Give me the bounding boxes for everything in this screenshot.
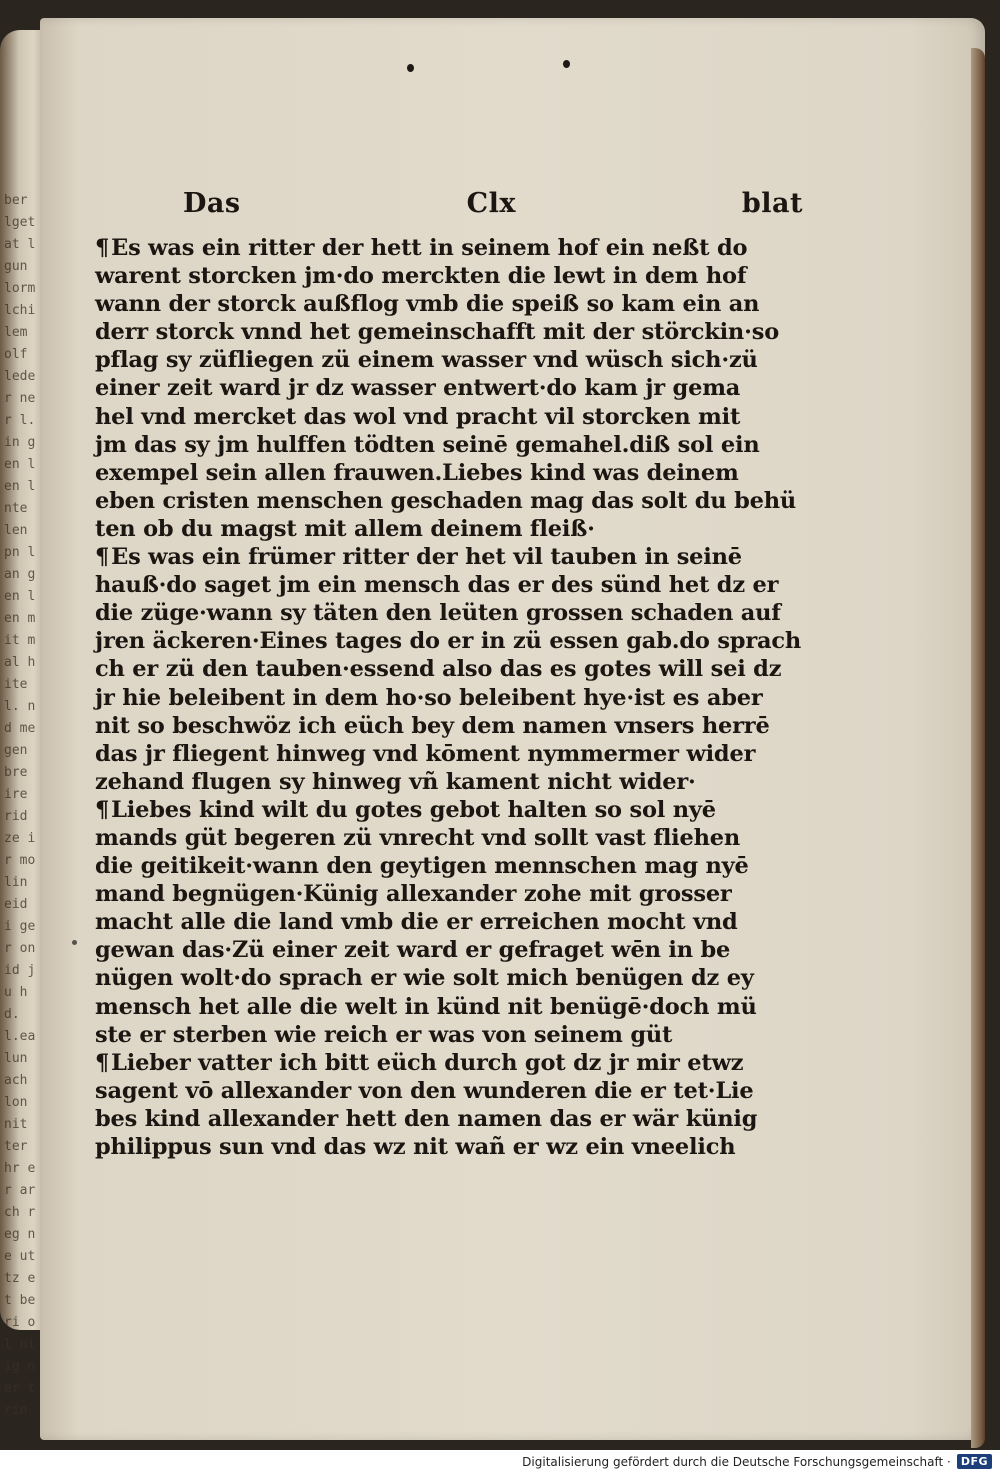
header-right: blat: [741, 188, 803, 219]
line-text: gewan das·Zü einer zeit ward er gefraget wēn in be: [95, 937, 731, 964]
text-line: [95, 1049, 745, 1077]
paragraph-mark-icon: ¶: [95, 235, 110, 261]
line-text: jr hie beleibent in dem ho·so beleibent hye·ist es aber: [95, 684, 763, 711]
ink-spot: [563, 60, 570, 68]
line-text: warent storcken jm·do merckten die lewt in dem hof: [95, 263, 747, 290]
line-text: die geitikeit·wann den geytigen mennschen mag nyē: [95, 853, 749, 880]
line-text: hel vnd mercket das wol vnd pracht vil storcken mit: [95, 403, 741, 430]
line-text: mand begnügen·Künig allexander zohe mit grosser: [95, 881, 732, 908]
line-text: mands güt begeren zü vnrecht vnd sollt vast fliehen: [95, 824, 741, 851]
text-line: [95, 627, 802, 655]
text-line: [95, 459, 745, 487]
line-text: ch er zü den tauben·essend also das es gotes will sei dz: [95, 656, 782, 683]
text-line: [95, 431, 760, 459]
line-text: pflag sy züfliegen zü einem wasser vnd wüsch sich·zü: [95, 347, 758, 374]
line-text: das jr fliegent hinweg vnd kōment nymmermer wider: [95, 740, 756, 767]
text-line: [95, 740, 756, 768]
text-line: [95, 936, 745, 964]
text-line: [95, 234, 748, 262]
text-line: [95, 655, 782, 683]
line-text: philippus sun vnd das wz nit wañ er wz ein vneelich: [95, 1134, 736, 1160]
folio-number: Clx: [466, 188, 516, 219]
line-text: jren äckeren·Eines tages do er in zü essen gab.do sprach: [95, 628, 802, 655]
text-line: [95, 346, 758, 374]
text-line: [95, 993, 757, 1021]
dfg-logo: DFG: [957, 1454, 992, 1469]
text-line: [95, 543, 745, 571]
credit-text: Digitalisierung gefördert durch die Deutsche Forschungsgemeinschaft ·: [522, 1454, 951, 1469]
line-text: ste er sterben wie reich er was von seinem güt: [95, 1021, 673, 1048]
line-text: nit so beschwöz ich eüch bey dem namen vnsers herrē: [95, 712, 770, 739]
paragraph-mark-icon: ¶: [95, 1049, 110, 1076]
text-line: [95, 318, 779, 346]
text-line: [95, 571, 779, 599]
text-line: [95, 487, 797, 515]
ink-spot: [407, 64, 414, 72]
text-line: [95, 599, 781, 627]
line-text: macht alle die land vmb die er erreichen mocht vnd: [95, 909, 738, 936]
text-line: [95, 1105, 758, 1133]
text-line: [95, 712, 770, 740]
text-lines: [95, 234, 802, 1161]
text-line: [95, 290, 760, 318]
text-line: [95, 880, 745, 908]
line-text: zehand flugen sy hinweg vñ kament nicht wider·: [95, 768, 696, 795]
text-line: [95, 374, 745, 402]
previous-page-text: ber lgetat lgun lorm lchi lem olf leder ner l.in gen len lnte len pn lan gen len mit mal hite l. nd me gen bre ire rid ze ir mo lin eid i ger on id ju hd. l.ea lun ach lon nit ter hr er ar ch r eg ne ut tz et be ri ol ni ig ner t rin: [4, 193, 36, 1418]
line-text: mensch het alle die welt in künd nit benügē·doch mü: [95, 993, 757, 1020]
line-text: Es was ein frümer ritter der het vil tauben in seinē: [111, 544, 742, 571]
ink-spot: [72, 940, 77, 945]
line-text: jm das sy jm hulffen tödten seinē gemahel.diß sol ein: [95, 431, 760, 458]
running-header: [183, 188, 803, 234]
line-text: Es was ein ritter der hett in seinem hof ein neßt do: [111, 235, 748, 261]
line-text: sagent vō allexander von den wunderen die er tet·Lie: [95, 1077, 754, 1104]
text-line: [95, 964, 754, 992]
line-text: hauß·do saget jm ein mensch das er des sünd het dz er: [95, 572, 779, 599]
line-text: exempel sein allen frauwen.Liebes kind was deinem: [95, 459, 739, 486]
line-text: eben cristen menschen geschaden mag das solt du behü: [95, 487, 797, 514]
text-line: [95, 852, 749, 880]
digitization-credit-bar: [0, 1450, 1000, 1473]
line-text: derr storck vnnd het gemeinschafft mit der störckin·so: [95, 319, 779, 346]
paragraph-mark-icon: ¶: [95, 544, 110, 571]
text-line: [95, 684, 763, 712]
line-text: wann der storck außflog vmb die speiß so kam ein an: [95, 291, 760, 318]
text-line: [95, 262, 745, 290]
text-line: [95, 1133, 745, 1161]
text-line: [95, 1077, 754, 1105]
text-line: [95, 515, 745, 543]
text-line: [95, 824, 745, 852]
text-line: [95, 1021, 745, 1049]
text-line: [95, 796, 745, 824]
page-text: [95, 188, 803, 1161]
header-left: Das: [183, 188, 241, 219]
line-text: ten ob du magst mit allem deinem fleiß·: [95, 515, 595, 542]
line-text: einer zeit ward jr dz wasser entwert·do kam jr gema: [95, 375, 741, 402]
page-right-edge: [971, 48, 985, 1448]
text-line: [95, 768, 745, 796]
line-text: Lieber vatter ich bitt eüch durch got dz jr mir etwz: [111, 1049, 744, 1076]
text-line: [95, 403, 745, 431]
line-text: Liebes kind wilt du gotes gebot halten so sol nyē: [111, 796, 716, 823]
line-text: bes kind allexander hett den namen das er wär künig: [95, 1105, 758, 1132]
text-line: [95, 908, 745, 936]
line-text: nügen wolt·do sprach er wie solt mich benügen dz ey: [95, 965, 754, 992]
paragraph-mark-icon: ¶: [95, 796, 110, 823]
line-text: die züge·wann sy täten den leüten grossen schaden auf: [95, 600, 781, 627]
